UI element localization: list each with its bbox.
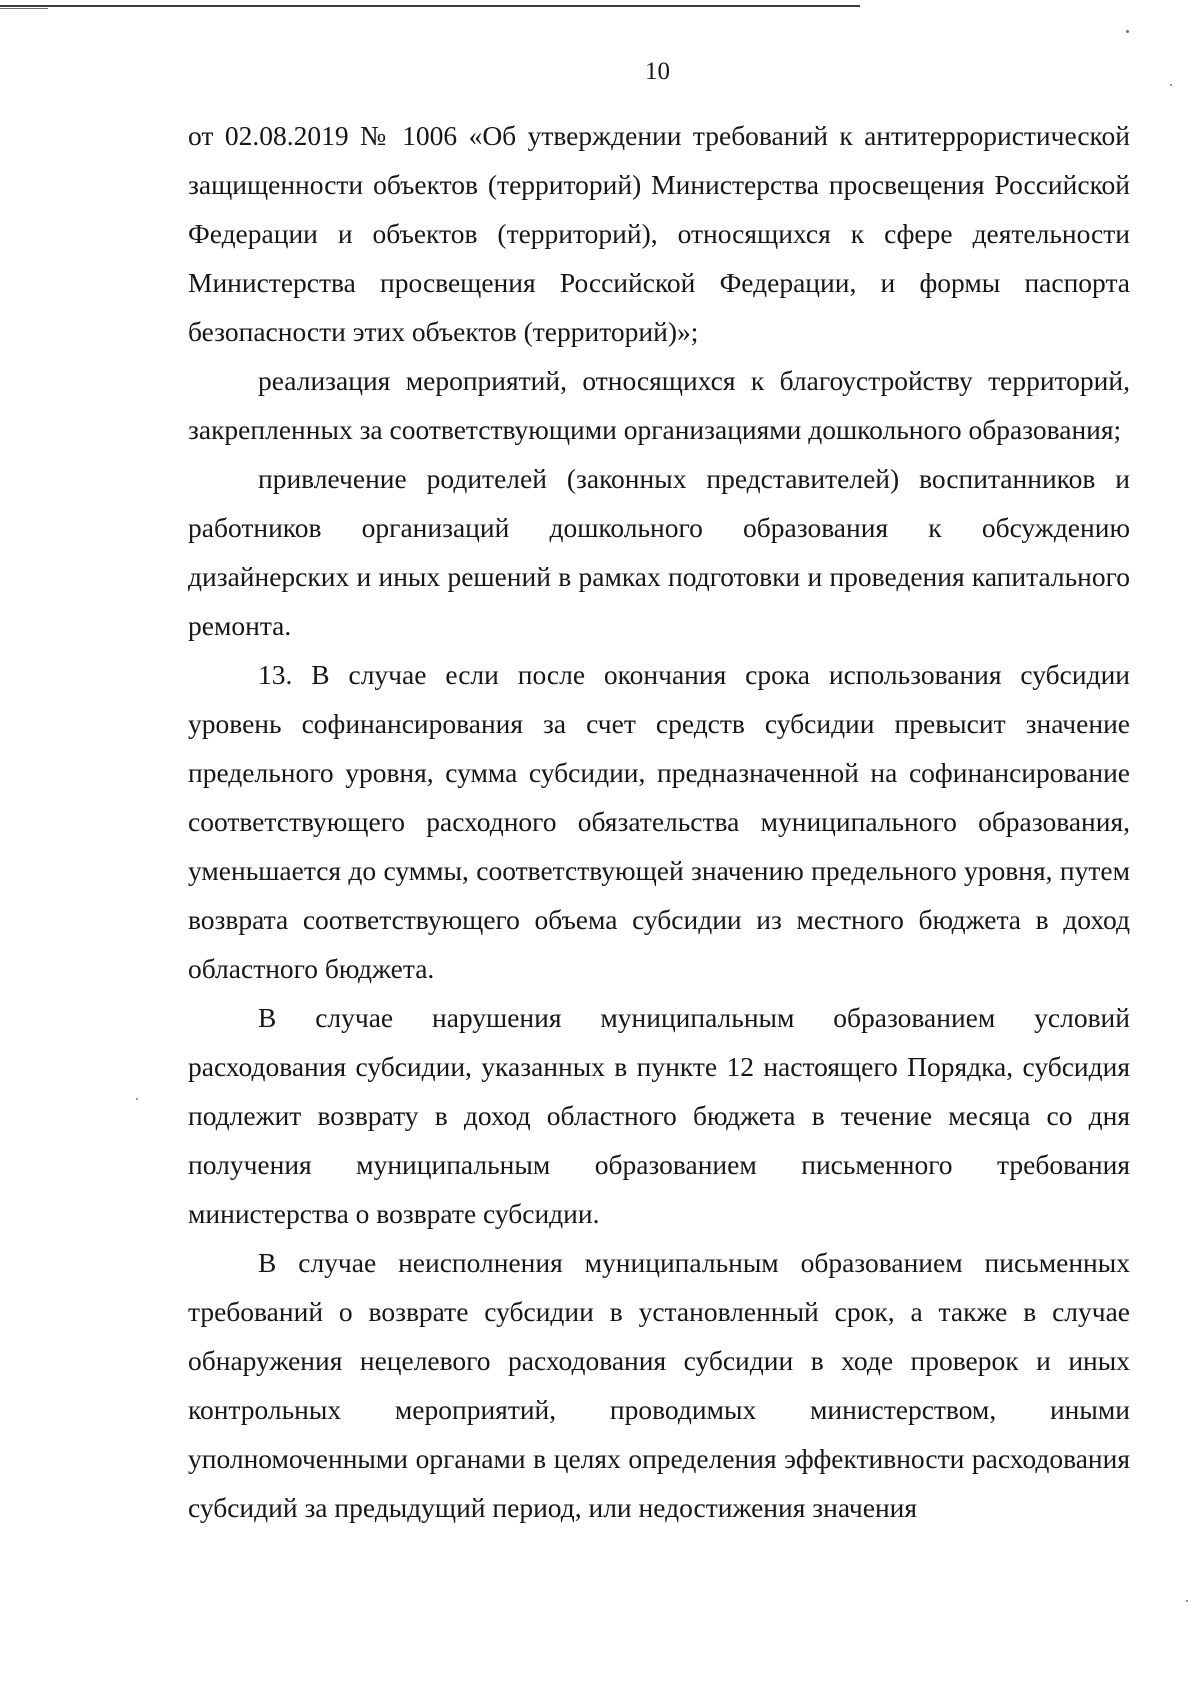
scan-speck [1126,30,1129,33]
paragraph-3: привлечение родителей (законных представителей) воспитанников и работников организаций дошкольного образования к обсуждению дизайнерских и иных решений в рамках подготовки и проведения капитального ремонта. [188,463,1130,641]
paragraph-2: реализация мероприятий, относящихся к благоустройству территорий, закрепленных за соответствующими организациями дошкольного образования; [188,365,1130,445]
paragraph-5: В случае нарушения муниципальным образованием условий расходования субсидии, указанных в пункте 12 настоящего Порядка, субсидия подлежит возврату в доход областного бюджета в течение месяца со дня получения муниципальным образованием письменного требования министерства о возврате субсидии. [188,1002,1130,1229]
page-number: 10 [645,58,670,85]
paragraph-4: 13. В случае если после окончания срока использования субсидии уровень софинансирования за счет средств субсидии превысит значение предельного уровня, сумма субсидии, предназначенной на софинансирование соответствующего расходного обязательства муниципального образования, уменьшается до суммы, соответствующей значению предельного уровня, путем возврата соответствующего объема субсидии из местного бюджета в доход областного бюджета. [188,659,1130,984]
paragraph-1: от 02.08.2019 № 1006 «Об утверждении требований к антитеррористической защищенности объектов (территорий) Министерства просвещения Российской Федерации и объектов (территорий), относящихся к сфере деятельности Министерства просвещения Российской Федерации, и формы паспорта безопасности этих объектов (территорий)»; [188,120,1130,347]
document-body [188,111,1130,1532]
scan-speck [1186,1600,1188,1602]
scan-edge-line-short [0,8,48,9]
scan-edge-line [0,5,860,7]
scan-speck [136,1098,138,1100]
paragraph-6: В случае неисполнения муниципальным образованием письменных требований о возврате субсидии в установленный срок, а также в случае обнаружения нецелевого расходования субсидии в ходе проверок и иных контрольных мероприятий, проводимых министерством, иными уполномоченными органами в целях определения эффективности расходования субсидий за предыдущий период, или недостижения значения [188,1247,1130,1523]
scan-speck [1170,84,1172,86]
